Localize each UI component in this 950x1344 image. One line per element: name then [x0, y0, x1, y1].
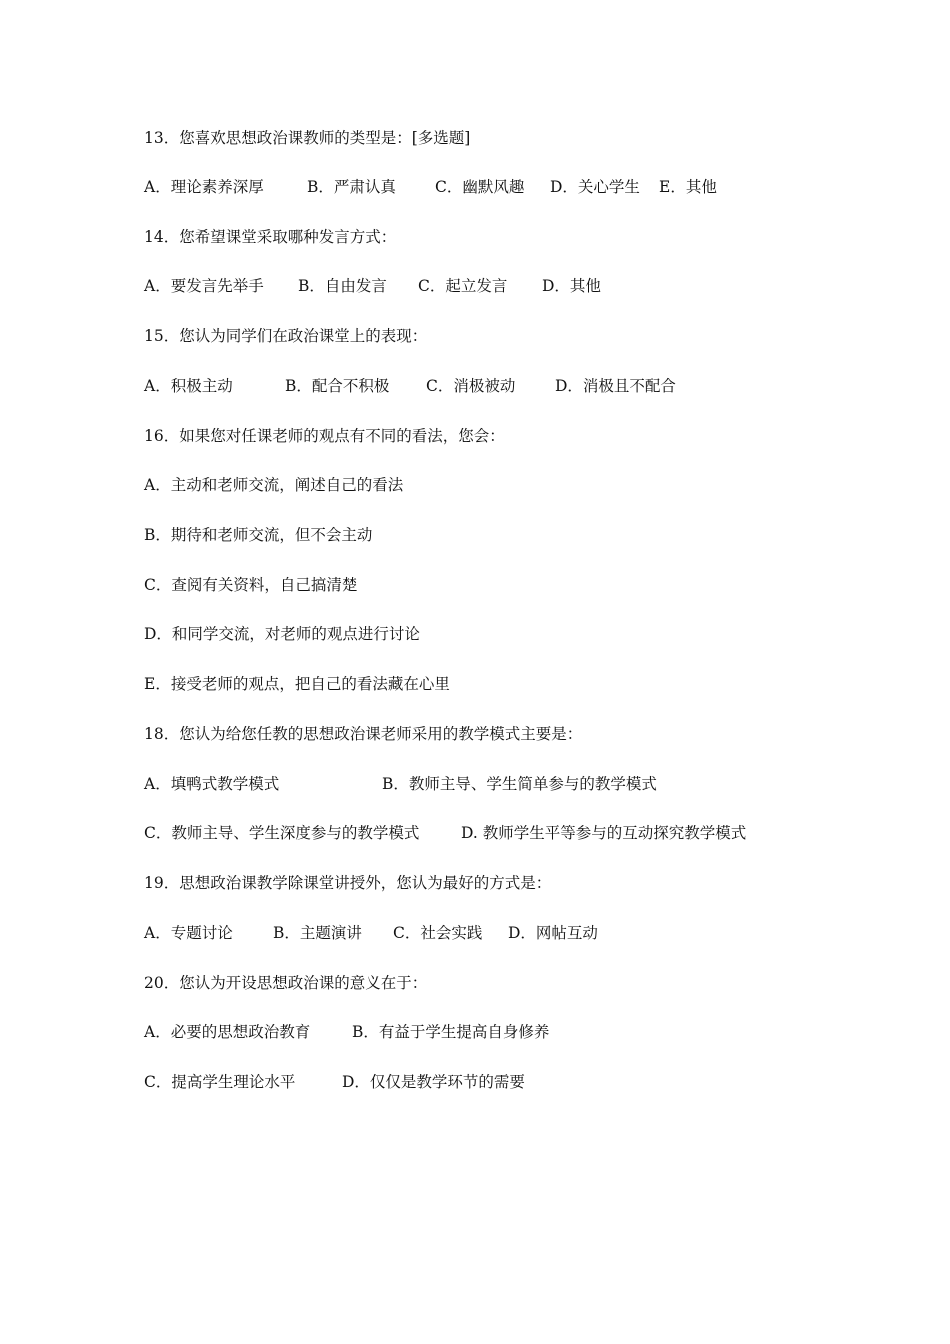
option-a: A．理论素养深厚: [144, 178, 264, 196]
option-c: C．提高学生理论水平: [144, 1073, 296, 1091]
option-d: D. 教师学生平等参与的互动探究教学模式: [461, 824, 747, 842]
option-a: A．填鸭式教学模式: [144, 775, 280, 793]
option-b: B．有益于学生提高自身修养: [352, 1023, 550, 1041]
option-b: B．配合不积极: [285, 377, 390, 395]
question-15-prompt: 15．您认为同学们在政治课堂上的表现：: [144, 327, 428, 345]
option-d: D．仅仅是教学环节的需要: [342, 1073, 525, 1091]
option-c: C．社会实践: [393, 924, 483, 942]
question-16-option-b: B．期待和老师交流，但不会主动: [144, 526, 373, 544]
option-c: C．幽默风趣: [435, 178, 525, 196]
question-16-option-a: A．主动和老师交流，阐述自己的看法: [144, 476, 404, 494]
question-16-prompt: 16．如果您对任课老师的观点有不同的看法，您会：: [144, 427, 505, 445]
option-b: B．主题演讲: [273, 924, 362, 942]
question-19-prompt: 19．思想政治课教学除课堂讲授外，您认为最好的方式是：: [144, 874, 552, 892]
question-13-prompt: 13．您喜欢思想政治课教师的类型是：[多选题]: [144, 129, 471, 147]
question-16-option-d: D．和同学交流，对老师的观点进行讨论: [144, 625, 420, 643]
question-20-prompt: 20．您认为开设思想政治课的意义在于：: [144, 974, 428, 992]
option-b: B．自由发言: [298, 277, 387, 295]
option-d: D．网帖互动: [508, 924, 598, 942]
option-b: B．教师主导、学生简单参与的教学模式: [382, 775, 657, 793]
question-16-option-e: E．接受老师的观点，把自己的看法藏在心里: [144, 675, 450, 693]
question-18-prompt: 18．您认为给您任教的思想政治课老师采用的教学模式主要是：: [144, 725, 583, 743]
option-a: A．要发言先举手: [144, 277, 264, 295]
option-c: C．教师主导、学生深度参与的教学模式: [144, 824, 420, 842]
option-a: A．必要的思想政治教育: [144, 1023, 311, 1041]
option-c: C．消极被动: [426, 377, 516, 395]
option-d: D．消极且不配合: [555, 377, 676, 395]
option-c: C．起立发言: [418, 277, 508, 295]
question-16-option-c: C．查阅有关资料，自己搞清楚: [144, 576, 358, 594]
option-a: A．积极主动: [144, 377, 233, 395]
option-d: D．关心学生: [550, 178, 640, 196]
question-14-prompt: 14．您希望课堂采取哪种发言方式：: [144, 228, 397, 246]
option-d: D．其他: [542, 277, 601, 295]
option-a: A．专题讨论: [144, 924, 233, 942]
option-e: E．其他: [659, 178, 717, 196]
option-b: B．严肃认真: [307, 178, 396, 196]
